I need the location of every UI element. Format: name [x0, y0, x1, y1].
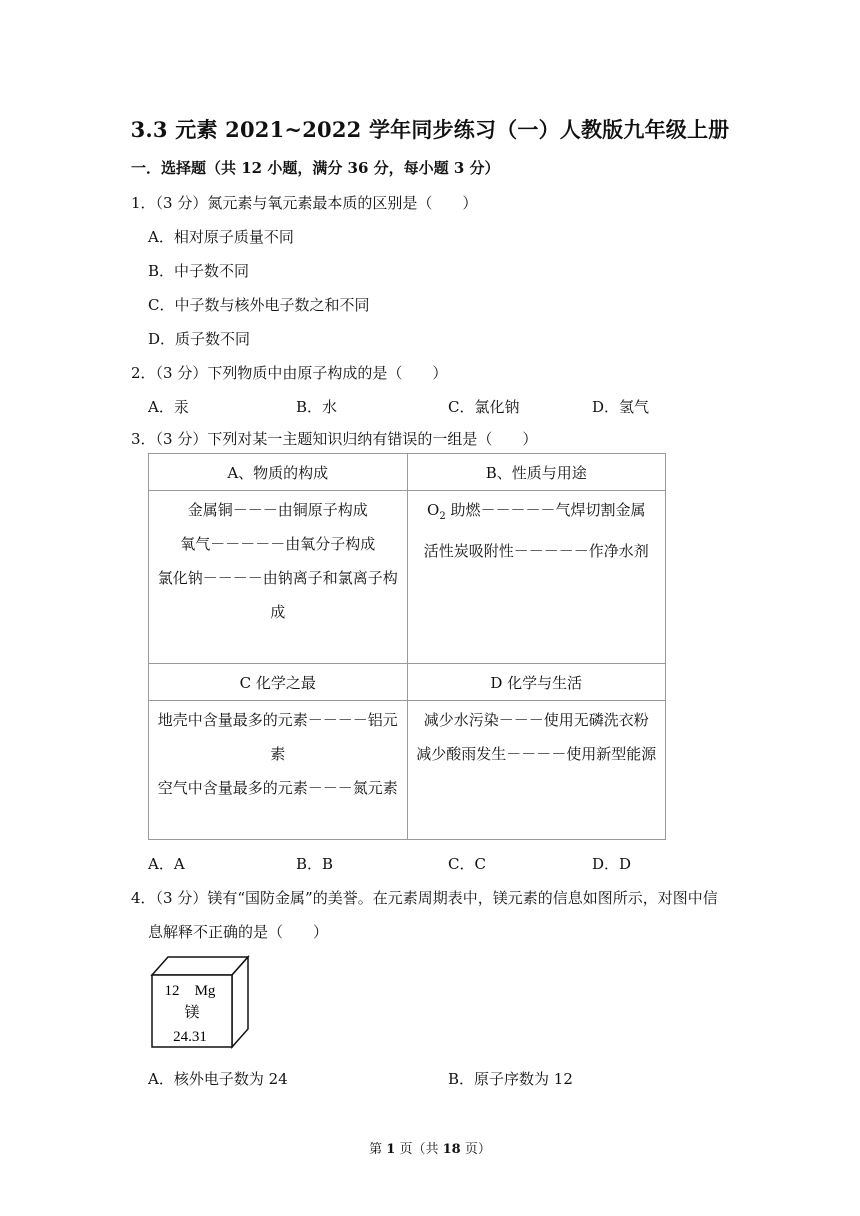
question-1-stem: 1．（3 分）氮元素与氧元素最本质的区别是（ ） — [131, 194, 478, 212]
table-cell-b-line-rest: 助燃－－－－－气焊切割金属 — [445, 501, 646, 519]
element-atomic-mass: 24.31 — [173, 1029, 207, 1045]
question-2-option-b: B．水 — [296, 398, 338, 416]
question-4-stem-line-2: 息解释不正确的是（ ） — [148, 923, 329, 941]
question-1-option-b: B．中子数不同 — [148, 262, 250, 280]
footer-prefix: 第 — [369, 1142, 387, 1157]
table-cell-b-line — [414, 493, 660, 534]
table-cell-b-line: 活性炭吸附性－－－－－作净水剂 — [423, 542, 649, 560]
table-header-b: B、性质与用途 — [407, 454, 666, 491]
question-3-option-d: D．D — [592, 855, 632, 873]
footer-suffix: 页） — [460, 1142, 491, 1157]
magnesium-element-cube — [150, 955, 250, 1050]
question-4-option-a: A．核外电子数为 24 — [148, 1070, 288, 1088]
question-3-option-a: A．A — [148, 855, 185, 873]
question-1-option-c: C．中子数与核外电子数之和不同 — [148, 296, 370, 314]
question-2-stem: 2．（3 分）下列物质中由原子构成的是（ ） — [131, 364, 448, 382]
oxygen-formula: O — [427, 501, 440, 519]
question-2-option-c: C．氯化钠 — [448, 398, 520, 416]
question-2-option-d: D．氢气 — [592, 398, 650, 416]
table-cell-d-line: 减少酸雨发生－－－－使用新型能源 — [416, 745, 657, 763]
table-header-a: A、物质的构成 — [149, 454, 408, 491]
table-cell-a-line: 氧气－－－－－由氧分子构成 — [180, 535, 376, 553]
section-heading: 一．选择题（共 12 小题，满分 36 分，每小题 3 分） — [131, 159, 500, 177]
table-cell-d-line: 减少水污染－－－使用无磷洗衣粉 — [423, 711, 649, 729]
document-title: 3.3 元素 2021~2022 学年同步练习（一）人教版九年级上册 — [130, 117, 730, 142]
element-atomic-number: 12 — [164, 983, 180, 999]
question-2-option-a: A．汞 — [148, 398, 189, 416]
question-3-option-b: B．B — [296, 855, 334, 873]
table-header-d: D 化学与生活 — [407, 664, 666, 701]
element-symbol: Mg — [194, 983, 216, 999]
question-3-option-c: C．C — [448, 855, 486, 873]
table-cell-a-line: 金属铜－－－由铜原子构成 — [187, 501, 368, 519]
footer-middle: 页（共 — [395, 1142, 443, 1157]
element-name: 镁 — [184, 1005, 200, 1021]
table-cell-d — [407, 701, 666, 840]
footer-page-number: 1 — [386, 1142, 396, 1157]
table-cell-a — [149, 491, 408, 664]
table-cell-a-line: 氯化钠－－－－由钠离子和氯离子构成 — [157, 569, 398, 621]
question-4-stem-line-1: 4．（3 分）镁有“国防金属”的美誉。在元素周期表中，镁元素的信息如图所示，对图中信 — [131, 889, 718, 907]
question-4-option-b: B．原子序数为 12 — [448, 1070, 573, 1088]
page-footer — [0, 1138, 860, 1157]
table-cell-b — [407, 491, 666, 664]
question-1-option-a: A．相对原子质量不同 — [148, 228, 294, 246]
table-cell-c-line: 空气中含量最多的元素－－－氮元素 — [157, 779, 398, 797]
question-3-stem: 3．（3 分）下列对某一主题知识归纳有错误的一组是（ ） — [131, 430, 538, 448]
knowledge-table — [148, 453, 666, 840]
table-header-c: C 化学之最 — [149, 664, 408, 701]
table-cell-c — [149, 701, 408, 840]
oxygen-formula-subscript: 2 — [439, 511, 446, 522]
footer-total-pages: 18 — [442, 1142, 461, 1157]
question-1-option-d: D．质子数不同 — [148, 330, 251, 348]
table-cell-c-line: 地壳中含量最多的元素－－－－铝元素 — [157, 711, 398, 763]
